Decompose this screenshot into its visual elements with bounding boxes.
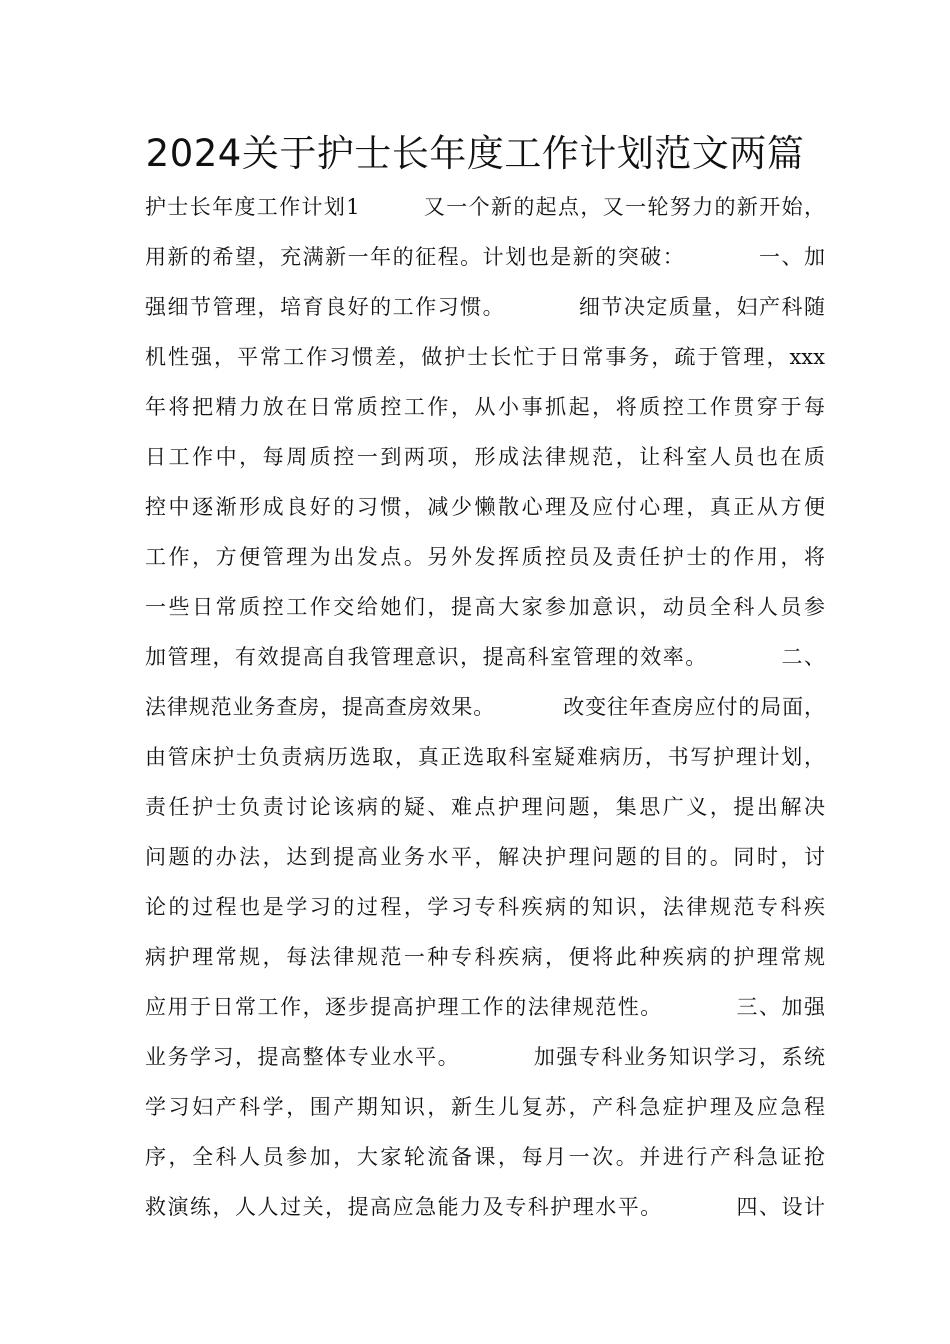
- body-line-21: 救演练，人人过关，提高应急能力及专科护理水平。 四、设计: [145, 1195, 825, 1219]
- body-line-12: 由管床护士负责病历选取，真正选取科室疑难病历，书写护理计划，: [145, 745, 825, 769]
- body-line-15: 论的过程也是学习的过程，学习专科疾病的知识，法律规范专科疾: [145, 895, 825, 919]
- body-line-5: 年将把精力放在日常质控工作，从小事抓起，将质控工作贯穿于每: [145, 395, 825, 419]
- body-line-7: 控中逐渐形成良好的习惯，减少懒散心理及应付心理，真正从方便: [145, 495, 825, 519]
- body-line-17: 应用于日常工作，逐步提高护理工作的法律规范性。 三、加强: [145, 995, 825, 1019]
- body-line-20: 序，全科人员参加，大家轮流备课，每月一次。并进行产科急证抢: [145, 1145, 825, 1169]
- document-title: 2024关于护士长年度工作计划范文两篇: [145, 132, 805, 175]
- body-line-19: 学习妇产科学，围产期知识，新生儿复苏，产科急症护理及应急程: [145, 1095, 825, 1119]
- body-line-10: 加管理，有效提高自我管理意识，提高科室管理的效率。 二、: [145, 645, 825, 669]
- body-line-9: 一些日常质控工作交给她们，提高大家参加意识，动员全科人员参: [145, 595, 825, 619]
- body-line-13: 责任护士负责讨论该病的疑、难点护理问题，集思广义，提出解决: [145, 795, 825, 819]
- document-body: [145, 182, 825, 1232]
- body-line-3: 强细节管理，培育良好的工作习惯。 细节决定质量，妇产科随: [145, 295, 825, 319]
- body-line-8: 工作，方便管理为出发点。另外发挥质控员及责任护士的作用，将: [145, 545, 825, 569]
- body-line-18: 业务学习，提高整体专业水平。 加强专科业务知识学习，系统: [145, 1045, 825, 1069]
- body-line-2: 用新的希望，充满新一年的征程。计划也是新的突破： 一、加: [145, 245, 825, 269]
- body-line-1: 护士长年度工作计划1 又一个新的起点，又一轮努力的新开始，: [145, 195, 825, 219]
- body-line-6: 日工作中，每周质控一到两项，形成法律规范，让科室人员也在质: [145, 445, 825, 469]
- body-line-14: 问题的办法，达到提高业务水平，解决护理问题的目的。同时，讨: [145, 845, 825, 869]
- body-line-4: 机性强，平常工作习惯差，做护士长忙于日常事务，疏于管理，xxx: [145, 345, 825, 369]
- body-line-16: 病护理常规，每法律规范一种专科疾病，便将此种疾病的护理常规: [145, 945, 825, 969]
- body-line-11: 法律规范业务查房，提高查房效果。 改变往年查房应付的局面，: [145, 695, 825, 719]
